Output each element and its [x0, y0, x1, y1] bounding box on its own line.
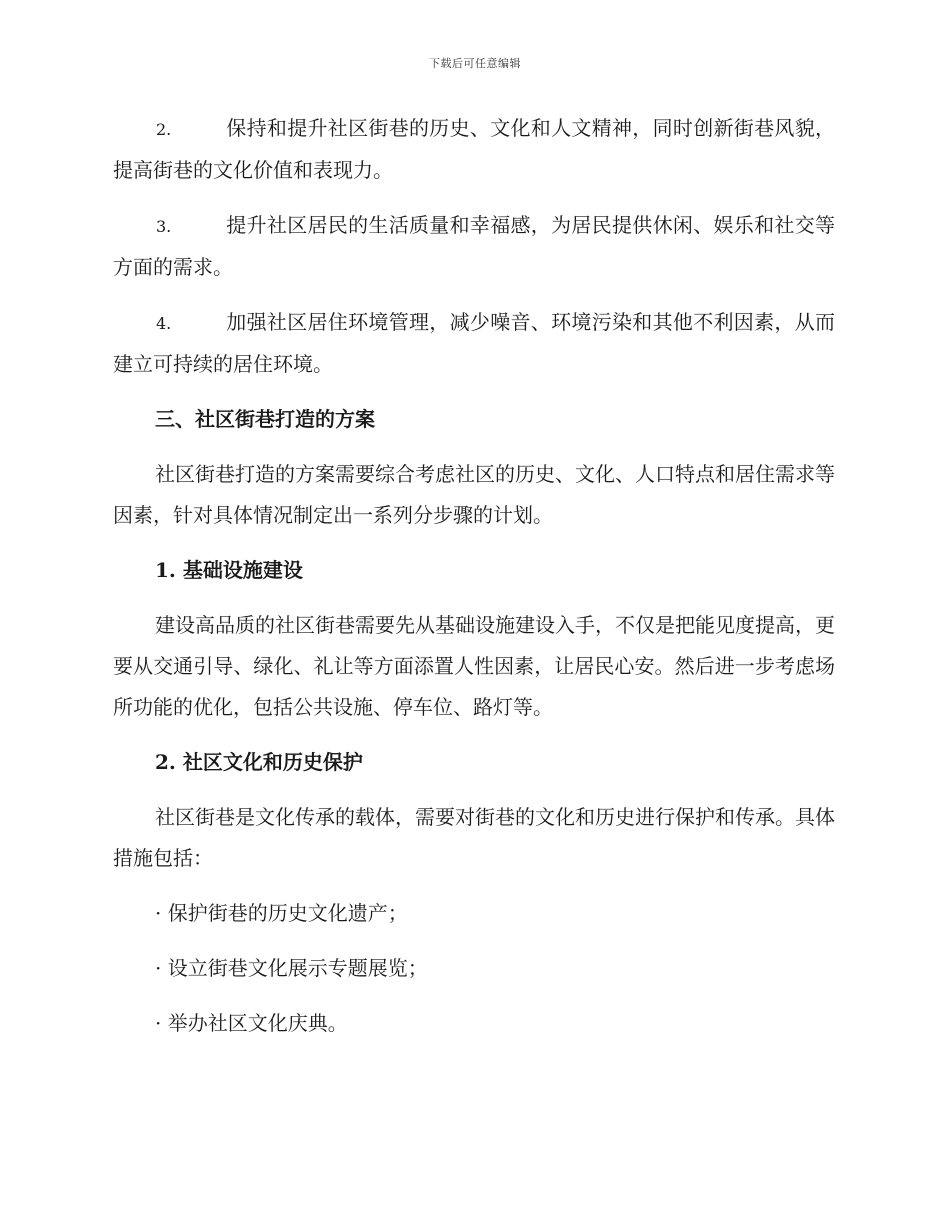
subsection-heading-1: 1. 基础设施建设 — [155, 558, 303, 582]
subsection-body-1: 建设高品质的社区街巷需要先从基础设施建设入手，不仅是把能见度提高，更要从交通引导、绿化、礼让等方面添置人性因素，让居民心安。然后进一步考虑场所功能的优化，包括公共设施、停车位、路灯等。 — [113, 613, 835, 719]
numbered-item-2 — [113, 108, 835, 191]
item-text: 加强社区居住环境管理，减少噪音、环境污染和其他不利因素，从而建立可持续的居住环境。 — [113, 310, 835, 376]
section-heading-3: 三、社区街巷打造的方案 — [155, 407, 375, 431]
bullet-item: · 举办社区文化庆典。 — [155, 1011, 348, 1035]
item-number: 2. — [156, 120, 172, 139]
numbered-item-4 — [113, 302, 835, 385]
section-intro: 社区街巷打造的方案需要综合考虑社区的历史、文化、人口特点和居住需求等因素，针对具体情况制定出一系列分步骤的计划。 — [113, 462, 835, 527]
bullet-item: · 保护街巷的历史文化遗产； — [155, 901, 408, 925]
item-number: 3. — [156, 217, 172, 236]
subsection-body-2: 社区街巷是文化传承的载体，需要对街巷的文化和历史进行保护和传承。具体措施包括： — [113, 805, 835, 870]
subsection-heading-2: 2. 社区文化和历史保护 — [155, 750, 363, 774]
document-body — [113, 108, 835, 1058]
item-text: 提升社区居民的生活质量和幸福感，为居民提供休闲、娱乐和社交等方面的需求。 — [113, 213, 835, 279]
numbered-item-3 — [113, 205, 835, 288]
item-number: 4. — [156, 314, 172, 333]
item-text: 保持和提升社区街巷的历史、文化和人文精神，同时创新街巷风貌，提高街巷的文化价值和表现力。 — [113, 116, 835, 182]
bullet-item: · 设立街巷文化展示专题展览； — [155, 956, 428, 980]
page-header: 下载后可任意编辑 — [429, 57, 521, 70]
